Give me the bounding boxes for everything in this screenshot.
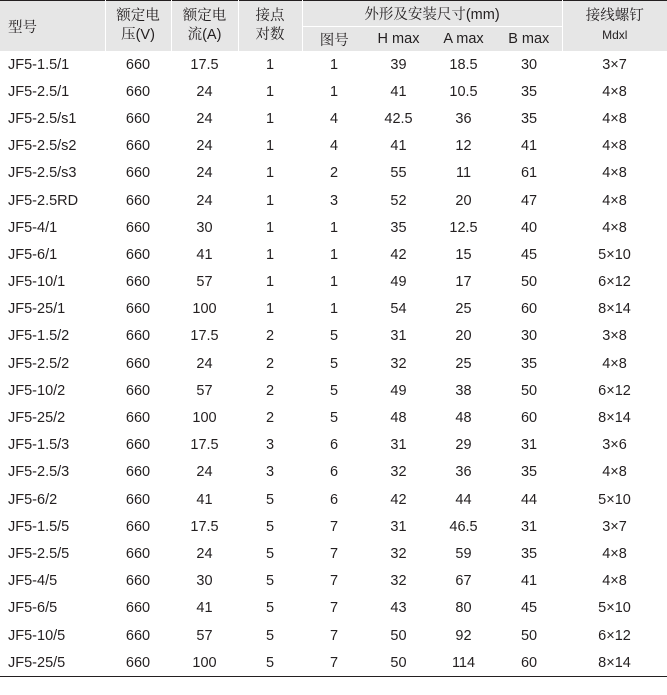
cell-screw: 4×8 bbox=[602, 192, 627, 209]
cell-h-max: 42 bbox=[390, 246, 407, 263]
cell-b-max: 50 bbox=[520, 382, 538, 399]
cell-rated-voltage: 660 bbox=[125, 56, 151, 73]
table-row bbox=[0, 404, 667, 431]
cell-contacts: 1 bbox=[265, 83, 275, 100]
cell-screw: 8×14 bbox=[562, 649, 667, 677]
cell-figure-no: 1 bbox=[329, 219, 339, 236]
cell-rated-current: 41 bbox=[196, 600, 213, 617]
cell-b-max: 31 bbox=[520, 437, 538, 454]
cell-rated-current: 100 bbox=[171, 649, 238, 677]
cell-rated-voltage: 660 bbox=[125, 573, 151, 590]
cell-a-max: 20 bbox=[455, 192, 472, 209]
cell-h-max: 35 bbox=[390, 219, 407, 236]
cell-b-max: 41 bbox=[520, 138, 538, 155]
cell-contacts: 1 bbox=[265, 110, 275, 127]
cell-a-max: 11 bbox=[455, 165, 472, 182]
header-contacts: 接点 对数 bbox=[238, 1, 302, 52]
cell-b-max: 30 bbox=[520, 328, 538, 345]
cell-h-max: 32 bbox=[390, 545, 407, 562]
cell-model: JF5-25/5 bbox=[0, 649, 105, 677]
cell-figure-no: 1 bbox=[329, 83, 339, 100]
table-row bbox=[0, 377, 667, 404]
cell-figure-no: 5 bbox=[329, 410, 339, 427]
cell-a-max: 18.5 bbox=[449, 56, 478, 73]
cell-screw: 5×10 bbox=[598, 600, 631, 617]
cell-a-max: 114 bbox=[431, 649, 496, 677]
cell-h-max: 32 bbox=[390, 573, 407, 590]
cell-b-max: 44 bbox=[520, 491, 538, 508]
cell-rated-voltage: 660 bbox=[125, 600, 151, 617]
header-a-max: A max bbox=[431, 27, 496, 52]
cell-screw: 6×12 bbox=[598, 274, 631, 291]
cell-model: JF5-25/1 bbox=[8, 301, 66, 318]
table-row bbox=[0, 241, 667, 268]
cell-h-max: 32 bbox=[390, 355, 407, 372]
cell-screw: 3×7 bbox=[602, 518, 627, 535]
cell-a-max: 20 bbox=[455, 328, 472, 345]
cell-b-max: 35 bbox=[520, 464, 538, 481]
cell-rated-voltage: 660 bbox=[125, 110, 151, 127]
cell-a-max: 10.5 bbox=[449, 83, 478, 100]
cell-contacts: 1 bbox=[265, 301, 275, 318]
header-dimensions: 外形及安装尺寸(mm) bbox=[302, 1, 562, 27]
cell-rated-current: 24 bbox=[196, 165, 213, 182]
cell-screw: 6×12 bbox=[598, 627, 631, 644]
cell-model: JF5-1.5/3 bbox=[8, 437, 70, 454]
cell-contacts: 1 bbox=[265, 56, 275, 73]
table-row bbox=[0, 459, 667, 486]
cell-a-max: 12.5 bbox=[449, 219, 478, 236]
header-screw: 接线螺钉 Mdxl bbox=[562, 1, 667, 52]
cell-contacts: 2 bbox=[265, 410, 275, 427]
cell-rated-current: 100 bbox=[192, 410, 217, 427]
cell-rated-voltage: 660 bbox=[125, 382, 151, 399]
table-row bbox=[0, 323, 667, 350]
cell-h-max: 42 bbox=[390, 491, 407, 508]
cell-b-max: 40 bbox=[520, 219, 538, 236]
cell-figure-no: 1 bbox=[329, 246, 339, 263]
cell-model: JF5-2.5/5 bbox=[8, 545, 70, 562]
table-row bbox=[0, 214, 667, 241]
cell-a-max: 29 bbox=[455, 437, 472, 454]
cell-contacts: 1 bbox=[265, 165, 275, 182]
cell-rated-current: 41 bbox=[196, 246, 213, 263]
cell-h-max: 43 bbox=[390, 600, 407, 617]
cell-model: JF5-4/1 bbox=[8, 219, 58, 236]
cell-contacts: 1 bbox=[265, 219, 275, 236]
cell-screw: 4×8 bbox=[602, 545, 627, 562]
cell-h-max: 49 bbox=[390, 382, 407, 399]
cell-rated-current: 24 bbox=[196, 110, 213, 127]
cell-contacts: 5 bbox=[265, 545, 275, 562]
cell-rated-voltage: 660 bbox=[125, 328, 151, 345]
cell-rated-voltage: 660 bbox=[125, 138, 151, 155]
cell-model: JF5-4/5 bbox=[8, 573, 58, 590]
cell-figure-no: 4 bbox=[329, 110, 339, 127]
cell-figure-no: 1 bbox=[329, 56, 339, 73]
table-header bbox=[0, 1, 667, 52]
cell-figure-no: 6 bbox=[329, 491, 339, 508]
cell-contacts: 5 bbox=[238, 649, 302, 677]
table-row bbox=[0, 432, 667, 459]
table-row bbox=[0, 105, 667, 132]
cell-figure-no: 2 bbox=[329, 165, 339, 182]
cell-rated-voltage: 660 bbox=[105, 649, 171, 677]
cell-model: JF5-2.5/3 bbox=[8, 464, 70, 481]
cell-rated-current: 17.5 bbox=[190, 518, 219, 535]
cell-rated-voltage: 660 bbox=[125, 437, 151, 454]
cell-h-max: 32 bbox=[390, 464, 407, 481]
cell-b-max: 45 bbox=[520, 246, 538, 263]
cell-contacts: 2 bbox=[265, 355, 275, 372]
cell-h-max: 41 bbox=[390, 83, 407, 100]
cell-rated-current: 57 bbox=[196, 382, 213, 399]
cell-figure-no: 5 bbox=[329, 328, 339, 345]
cell-rated-current: 57 bbox=[196, 627, 213, 644]
cell-h-max: 31 bbox=[390, 328, 407, 345]
cell-b-max: 60 bbox=[520, 301, 538, 318]
cell-model: JF5-2.5/s1 bbox=[8, 110, 77, 127]
header-model: 型号 bbox=[0, 1, 105, 52]
cell-contacts: 2 bbox=[265, 382, 275, 399]
cell-b-max: 35 bbox=[520, 545, 538, 562]
cell-rated-voltage: 660 bbox=[125, 219, 151, 236]
cell-screw: 5×10 bbox=[598, 246, 631, 263]
cell-rated-voltage: 660 bbox=[125, 192, 151, 209]
cell-model: JF5-2.5/1 bbox=[8, 83, 70, 100]
cell-rated-current: 30 bbox=[196, 573, 213, 590]
cell-rated-current: 24 bbox=[196, 464, 213, 481]
table-row bbox=[0, 486, 667, 513]
cell-screw: 6×12 bbox=[598, 382, 631, 399]
cell-h-max: 49 bbox=[390, 274, 407, 291]
cell-figure-no: 4 bbox=[329, 138, 339, 155]
cell-model: JF5-6/1 bbox=[8, 246, 58, 263]
cell-rated-voltage: 660 bbox=[125, 246, 151, 263]
cell-screw: 3×7 bbox=[602, 56, 627, 73]
table-row bbox=[0, 187, 667, 214]
cell-screw: 4×8 bbox=[602, 83, 627, 100]
cell-h-max: 54 bbox=[390, 301, 407, 318]
table-row bbox=[0, 133, 667, 160]
cell-model: JF5-2.5/s3 bbox=[8, 165, 77, 182]
cell-model: JF5-1.5/1 bbox=[8, 56, 70, 73]
cell-b-max: 35 bbox=[520, 110, 538, 127]
table-row bbox=[0, 296, 667, 323]
cell-figure-no: 7 bbox=[329, 573, 339, 590]
cell-a-max: 36 bbox=[455, 110, 472, 127]
table-row bbox=[0, 51, 667, 78]
cell-screw: 4×8 bbox=[602, 165, 627, 182]
cell-contacts: 3 bbox=[265, 437, 275, 454]
cell-figure-no: 5 bbox=[329, 355, 339, 372]
cell-figure-no: 3 bbox=[329, 192, 339, 209]
cell-figure-no: 7 bbox=[329, 627, 339, 644]
header-h-max: H max bbox=[366, 27, 431, 52]
cell-screw: 5×10 bbox=[598, 491, 631, 508]
cell-figure-no: 1 bbox=[329, 274, 339, 291]
cell-a-max: 25 bbox=[455, 355, 472, 372]
cell-h-max: 31 bbox=[390, 518, 407, 535]
table-row bbox=[0, 649, 667, 677]
cell-h-max: 42.5 bbox=[384, 110, 413, 127]
cell-rated-current: 24 bbox=[196, 545, 213, 562]
cell-h-max: 52 bbox=[390, 192, 407, 209]
cell-model: JF5-2.5/2 bbox=[8, 355, 70, 372]
cell-screw: 8×14 bbox=[598, 301, 631, 318]
cell-b-max: 45 bbox=[520, 600, 538, 617]
cell-figure-no: 1 bbox=[329, 301, 339, 318]
cell-contacts: 1 bbox=[265, 274, 275, 291]
cell-rated-current: 24 bbox=[196, 192, 213, 209]
cell-rated-voltage: 660 bbox=[125, 464, 151, 481]
cell-screw: 3×8 bbox=[602, 328, 627, 345]
table-row bbox=[0, 540, 667, 567]
cell-h-max: 55 bbox=[390, 165, 407, 182]
cell-rated-voltage: 660 bbox=[125, 355, 151, 372]
cell-rated-current: 30 bbox=[196, 219, 213, 236]
cell-rated-current: 100 bbox=[192, 301, 217, 318]
cell-model: JF5-6/2 bbox=[8, 491, 58, 508]
cell-screw: 4×8 bbox=[602, 138, 627, 155]
cell-b-max: 41 bbox=[520, 573, 538, 590]
cell-figure-no: 7 bbox=[329, 518, 339, 535]
cell-contacts: 5 bbox=[265, 518, 275, 535]
table-row bbox=[0, 160, 667, 187]
cell-screw: 3×6 bbox=[602, 437, 627, 454]
cell-figure-no: 5 bbox=[329, 382, 339, 399]
cell-b-max: 61 bbox=[520, 165, 538, 182]
cell-figure-no: 6 bbox=[329, 464, 339, 481]
table-row bbox=[0, 350, 667, 377]
table-row bbox=[0, 622, 667, 649]
cell-model: JF5-10/1 bbox=[8, 274, 66, 291]
cell-contacts: 1 bbox=[265, 246, 275, 263]
header-b-max: B max bbox=[496, 27, 562, 52]
cell-model: JF5-10/5 bbox=[8, 627, 66, 644]
cell-contacts: 5 bbox=[265, 573, 275, 590]
cell-a-max: 92 bbox=[455, 627, 472, 644]
cell-rated-voltage: 660 bbox=[125, 165, 151, 182]
cell-b-max: 35 bbox=[520, 83, 538, 100]
cell-b-max: 31 bbox=[520, 518, 538, 535]
cell-figure-no: 7 bbox=[329, 545, 339, 562]
cell-h-max: 41 bbox=[390, 138, 407, 155]
cell-contacts: 5 bbox=[265, 491, 275, 508]
cell-figure-no: 6 bbox=[329, 437, 339, 454]
cell-contacts: 3 bbox=[265, 464, 275, 481]
cell-h-max: 50 bbox=[390, 627, 407, 644]
cell-a-max: 48 bbox=[455, 410, 472, 427]
cell-b-max: 60 bbox=[496, 649, 562, 677]
cell-b-max: 30 bbox=[520, 56, 538, 73]
cell-a-max: 36 bbox=[455, 464, 472, 481]
cell-model: JF5-2.5RD bbox=[8, 192, 79, 209]
cell-model: JF5-25/2 bbox=[8, 410, 66, 427]
cell-model: JF5-10/2 bbox=[8, 382, 66, 399]
cell-model: JF5-6/5 bbox=[8, 600, 58, 617]
cell-screw: 4×8 bbox=[602, 110, 627, 127]
header-rated-current: 额定电 流(A) bbox=[171, 1, 238, 52]
table-body bbox=[0, 51, 667, 677]
cell-a-max: 44 bbox=[455, 491, 472, 508]
cell-figure-no: 7 bbox=[329, 600, 339, 617]
cell-rated-voltage: 660 bbox=[125, 491, 151, 508]
cell-contacts: 1 bbox=[265, 138, 275, 155]
table-row bbox=[0, 595, 667, 622]
cell-a-max: 46.5 bbox=[449, 518, 478, 535]
cell-model: JF5-1.5/2 bbox=[8, 328, 70, 345]
cell-h-max: 31 bbox=[390, 437, 407, 454]
table-row bbox=[0, 78, 667, 105]
cell-screw: 8×14 bbox=[598, 410, 631, 427]
cell-a-max: 12 bbox=[455, 138, 472, 155]
cell-a-max: 15 bbox=[455, 246, 472, 263]
cell-b-max: 60 bbox=[520, 410, 538, 427]
table-row bbox=[0, 513, 667, 540]
cell-a-max: 59 bbox=[455, 545, 472, 562]
cell-screw: 4×8 bbox=[602, 219, 627, 236]
cell-screw: 4×8 bbox=[602, 464, 627, 481]
cell-rated-voltage: 660 bbox=[125, 518, 151, 535]
cell-rated-voltage: 660 bbox=[125, 83, 151, 100]
cell-model: JF5-2.5/s2 bbox=[8, 138, 77, 155]
cell-rated-voltage: 660 bbox=[125, 545, 151, 562]
cell-b-max: 35 bbox=[520, 355, 538, 372]
cell-a-max: 25 bbox=[455, 301, 472, 318]
cell-h-max: 48 bbox=[390, 410, 407, 427]
cell-b-max: 47 bbox=[520, 192, 538, 209]
cell-contacts: 1 bbox=[265, 192, 275, 209]
cell-rated-current: 24 bbox=[196, 83, 213, 100]
cell-screw: 4×8 bbox=[602, 355, 627, 372]
cell-h-max: 39 bbox=[390, 56, 407, 73]
cell-a-max: 38 bbox=[455, 382, 472, 399]
cell-rated-current: 17.5 bbox=[190, 56, 219, 73]
cell-a-max: 17 bbox=[455, 274, 472, 291]
cell-rated-current: 57 bbox=[196, 274, 213, 291]
cell-rated-voltage: 660 bbox=[125, 274, 151, 291]
table-row bbox=[0, 568, 667, 595]
cell-contacts: 2 bbox=[265, 328, 275, 345]
cell-contacts: 5 bbox=[265, 627, 275, 644]
header-rated-voltage: 额定电 压(V) bbox=[105, 1, 171, 52]
cell-rated-current: 17.5 bbox=[190, 328, 219, 345]
cell-rated-current: 24 bbox=[196, 355, 213, 372]
cell-screw: 4×8 bbox=[602, 573, 627, 590]
cell-contacts: 5 bbox=[265, 600, 275, 617]
cell-b-max: 50 bbox=[520, 627, 538, 644]
cell-rated-current: 41 bbox=[196, 491, 213, 508]
header-figure-no: 图号 bbox=[302, 27, 366, 52]
table-row bbox=[0, 269, 667, 296]
cell-rated-current: 24 bbox=[196, 138, 213, 155]
cell-rated-voltage: 660 bbox=[125, 627, 151, 644]
cell-b-max: 50 bbox=[520, 274, 538, 291]
cell-model: JF5-1.5/5 bbox=[8, 518, 70, 535]
cell-rated-voltage: 660 bbox=[125, 301, 151, 318]
cell-h-max: 50 bbox=[366, 649, 431, 677]
cell-a-max: 67 bbox=[455, 573, 472, 590]
cell-figure-no: 7 bbox=[302, 649, 366, 677]
cell-rated-current: 17.5 bbox=[190, 437, 219, 454]
cell-a-max: 80 bbox=[455, 600, 472, 617]
cell-rated-voltage: 660 bbox=[125, 410, 151, 427]
